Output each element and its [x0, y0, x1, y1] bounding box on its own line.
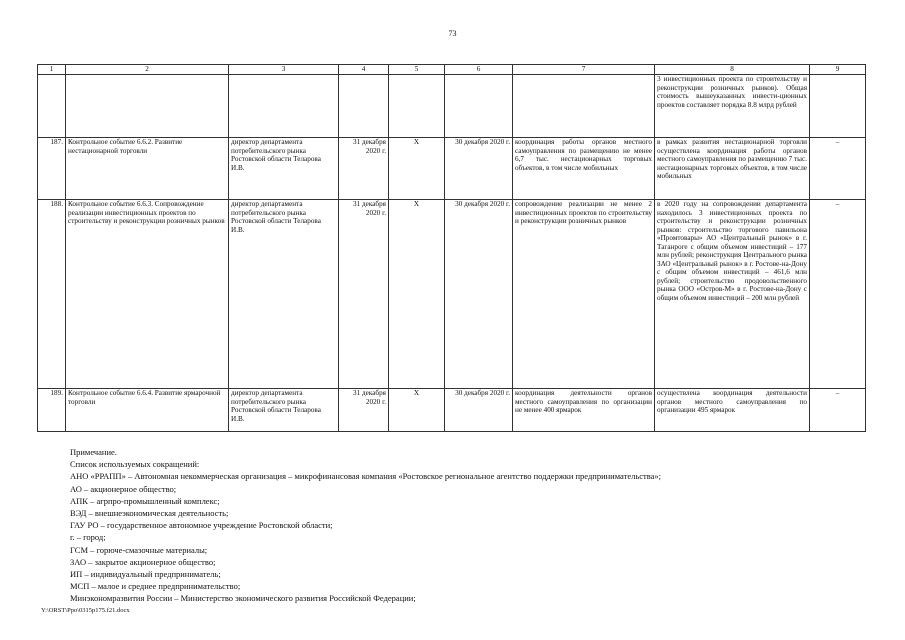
abbreviation-item: АНО «РРАПП» – Автономная некоммерческая организация – микрофинансовая компания «Ростовское региональное агентство поддержки предпринимательства»;	[70, 471, 661, 482]
responsible-cell: директор департамента потребительского рынка Ростовской области Теларова И.В.	[229, 389, 339, 432]
abbreviation-item: АПК – агрпро-промышленный комплекс;	[70, 495, 220, 506]
col5-cell: X	[389, 389, 445, 432]
note-cell: –	[810, 389, 866, 432]
event-cell: Контрольное событие 6.6.3. Сопровождение реализации инвестиционных проектов по строительству и реконструкции розничных рынков	[66, 200, 229, 389]
result-plan-cell: координация деятельности органов местного самоуправления по организации не менее 400 ярмарок	[513, 389, 655, 432]
event-cell: Контрольное событие 6.6.2. Развитие нестационарной торговли	[66, 138, 229, 200]
column-header: 3	[229, 65, 339, 75]
table-row	[38, 200, 866, 389]
abbreviation-item: ГСМ – горюче-смазочные материалы;	[70, 544, 208, 555]
abbreviation-item: ГАУ РО – государственное автономное учреждение Ростовской области;	[70, 520, 333, 531]
file-path-footer: Y:\ORST\Ppo\0315p175.f21.docx	[41, 607, 130, 614]
fact-date-cell: 30 декабря 2020 г.	[445, 200, 513, 389]
result-fact-cell: в 2020 году на сопровождении департамента находилось 3 инвестиционных проекта по строительству и реконструкции розничных рынков: строительство торгового павильона «Промтовары» АО «Центральный рынок» в г. Таганроге с общим объемом инвестиций – 177 млн рублей; реконструкция Центрального рынка ЗАО «Центральный рынок» в г. Ростове-на-Дону с общим объемом инвестиций – 461,6 млн рублей; строительство продовольственного рынка ООО «Остров-М» в г. Ростове-на-Дону с общим объемом инвестиций – 200 млн рублей	[655, 200, 810, 389]
result-plan-cell: координация работы органов местного самоуправления по размещению не менее 6,7 тыс. нестационарных торговых объектов, в том числе мобильных	[513, 138, 655, 200]
result-fact-cell: в рамках развития нестационарной торговли осуществлена координация работы органов местного самоуправления по размещению 7 тыс. нестационарных торговых объектов, в том числе мобильных	[655, 138, 810, 200]
table-header-row	[38, 65, 866, 75]
responsible-cell: директор департамента потребительского рынка Ростовской области Теларова И.В.	[229, 200, 339, 389]
note-cell: –	[810, 138, 866, 200]
report-table	[37, 64, 866, 432]
row-number: 188.	[38, 200, 66, 389]
result-fact-cell: 3 инвестиционных проекта по строительству и реконструкции розничных рынков). Общая стоимость вышеуказанных инвести-ционных проектов составляет порядка 8.8 млрд рублей	[655, 75, 810, 138]
event-cell: Контрольное событие 6.6.4. Развитие ярмарочной торговли	[66, 389, 229, 432]
row-number: 189.	[38, 389, 66, 432]
column-header: 7	[513, 65, 655, 75]
abbreviation-item: МСП – малое и среднее предпринимательство;	[70, 581, 241, 592]
result-plan-cell: сопровождение реализации не менее 2 инвестиционных проектов по строительству и реконструкции розничных рынков	[513, 200, 655, 389]
col5-cell: X	[389, 138, 445, 200]
abbreviation-item: АО – акционерное общество;	[70, 483, 177, 494]
page-number: 73	[448, 29, 457, 38]
column-header: 1	[38, 65, 66, 75]
abbreviation-item: Минэкономразвития России – Министерство экономического развития Российской Федерации;	[70, 593, 416, 604]
result-fact-cell: осуществлена координация деятельности органов местного самоуправления по организации 495 ярмарок	[655, 389, 810, 432]
plan-date-cell: 31 декабря 2020 г.	[339, 200, 389, 389]
abbreviation-item: ИП – индивидуальный предприниматель;	[70, 569, 221, 580]
table-row	[38, 389, 866, 432]
note-cell: –	[810, 200, 866, 389]
col5-cell: X	[389, 200, 445, 389]
notes-intro: Список используемых сокращений:	[70, 459, 200, 470]
column-header: 9	[810, 65, 866, 75]
responsible-cell: директор департамента потребительского рынка Ростовской области Теларова И.В.	[229, 138, 339, 200]
column-header: 2	[66, 65, 229, 75]
row-number: 187.	[38, 138, 66, 200]
table-row-continuation	[38, 75, 866, 138]
fact-date-cell: 30 декабря 2020 г.	[445, 389, 513, 432]
notes-title: Примечание.	[70, 447, 117, 457]
column-header: 4	[339, 65, 389, 75]
fact-date-cell: 30 декабря 2020 г.	[445, 138, 513, 200]
abbreviation-item: г. – город;	[70, 532, 106, 543]
plan-date-cell: 31 декабря 2020 г.	[339, 389, 389, 432]
plan-date-cell: 31 декабря 2020 г.	[339, 138, 389, 200]
abbreviation-item: ВЭД – внешнеэкономическая деятельность;	[70, 508, 229, 519]
notes-section	[70, 446, 870, 605]
column-header: 8	[655, 65, 810, 75]
column-header: 6	[445, 65, 513, 75]
abbreviation-item: ЗАО – закрытое акционерное общество;	[70, 556, 216, 567]
column-header: 5	[389, 65, 445, 75]
table-row	[38, 138, 866, 200]
